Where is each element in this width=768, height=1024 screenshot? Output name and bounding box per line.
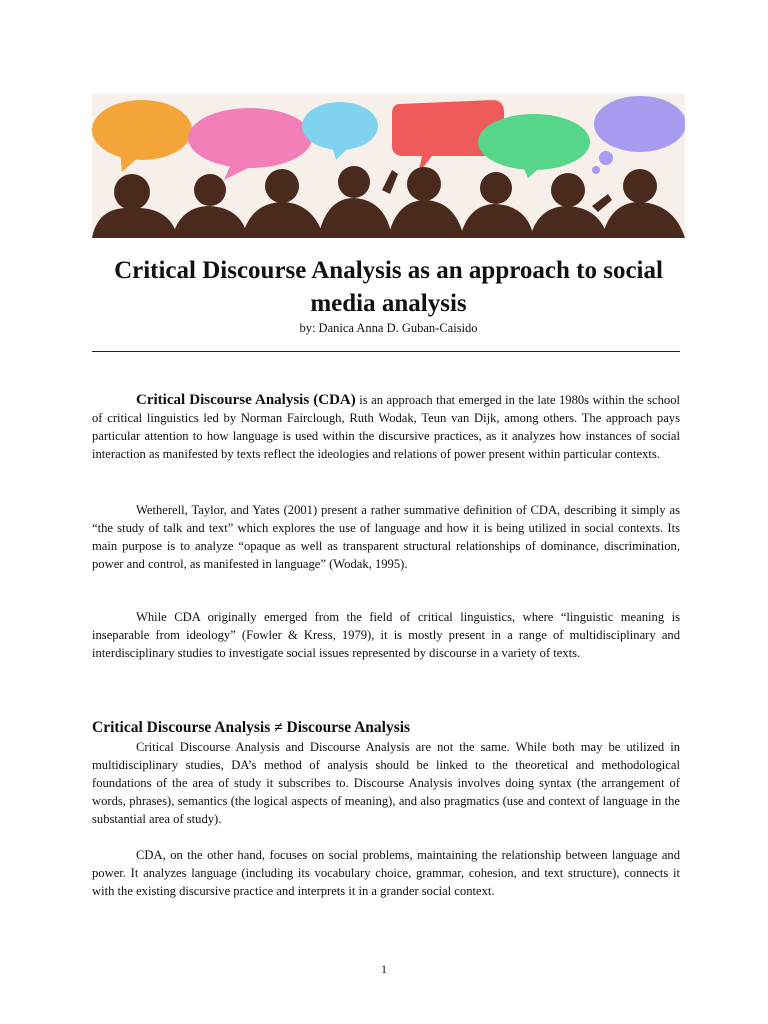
author-byline: by: Danica Anna D. Guban-Caisido bbox=[299, 321, 478, 335]
document-title: Critical Discourse Analysis as an approach to social media analysis bbox=[114, 257, 663, 317]
paragraph-definition-text: Wetherell, Taylor, and Yates (2001) present a rather summative definition of CDA, describing it simply as “the study of talk and text” which explores the use of language and how it is being utilized in social contexts. Its main purpose is to analyze “opaque as well as transparent structural relationships of dominance, discrimination, power and control, as manifested in language” (Wodak, 1995). bbox=[92, 503, 680, 571]
speech-bubbles-people-illustration bbox=[92, 94, 685, 238]
paragraph-cda-focus-text: CDA, on the other hand, focuses on social problems, maintaining the relationship between language and power. It analyzes language (including its vocabulary choice, grammar, cohesion, and text structure), connects it with the existing discursive practice and interprets it in a grander social context. bbox=[92, 848, 680, 898]
page-number: 1 bbox=[381, 962, 387, 976]
title-divider bbox=[92, 351, 680, 352]
paragraph-origins bbox=[92, 608, 680, 662]
paragraph-cda-focus bbox=[92, 846, 680, 900]
header-illustration bbox=[92, 94, 685, 238]
paragraph-origins-text: While CDA originally emerged from the field of critical linguistics, where “linguistic meaning is inseparable from ideology” (Fowler & Kress, 1979), it is mostly present in a range of multidisciplinary and interdisciplinary studies to investigate social issues represented by discourse in a variety of texts. bbox=[92, 610, 680, 660]
paragraph-comparison-text: Critical Discourse Analysis and Discourse Analysis are not the same. While both may be utilized in multidisciplinary studies, DA’s method of analysis should be linked to the theoretical and methodological foundations of the area of study it subscribes to. Discourse Analysis involves doing syntax (the arrangement of words, phrases), semantics (the logical aspects of meaning), and also pragmatics (use and context of language in the substantial area of study). bbox=[92, 740, 680, 826]
section-heading: Critical Discourse Analysis ≠ Discourse Analysis bbox=[92, 719, 411, 736]
paragraph-comparison bbox=[92, 738, 680, 828]
intro-paragraph bbox=[92, 391, 680, 463]
cda-term: Critical Discourse Analysis (CDA) bbox=[136, 392, 356, 408]
paragraph-definition bbox=[92, 501, 680, 573]
intro-text: is an approach that emerged in the late 1980s within the school of critical linguistics led by Norman Fairclough, Ruth Wodak, Teun van Dijk, among others. The approach pays particular attention to how language is used within the discursive practices, as it analyzes how instances of social interaction as manifested by texts reflect the ideologies and relations of power present within particular contexts. bbox=[92, 393, 680, 461]
